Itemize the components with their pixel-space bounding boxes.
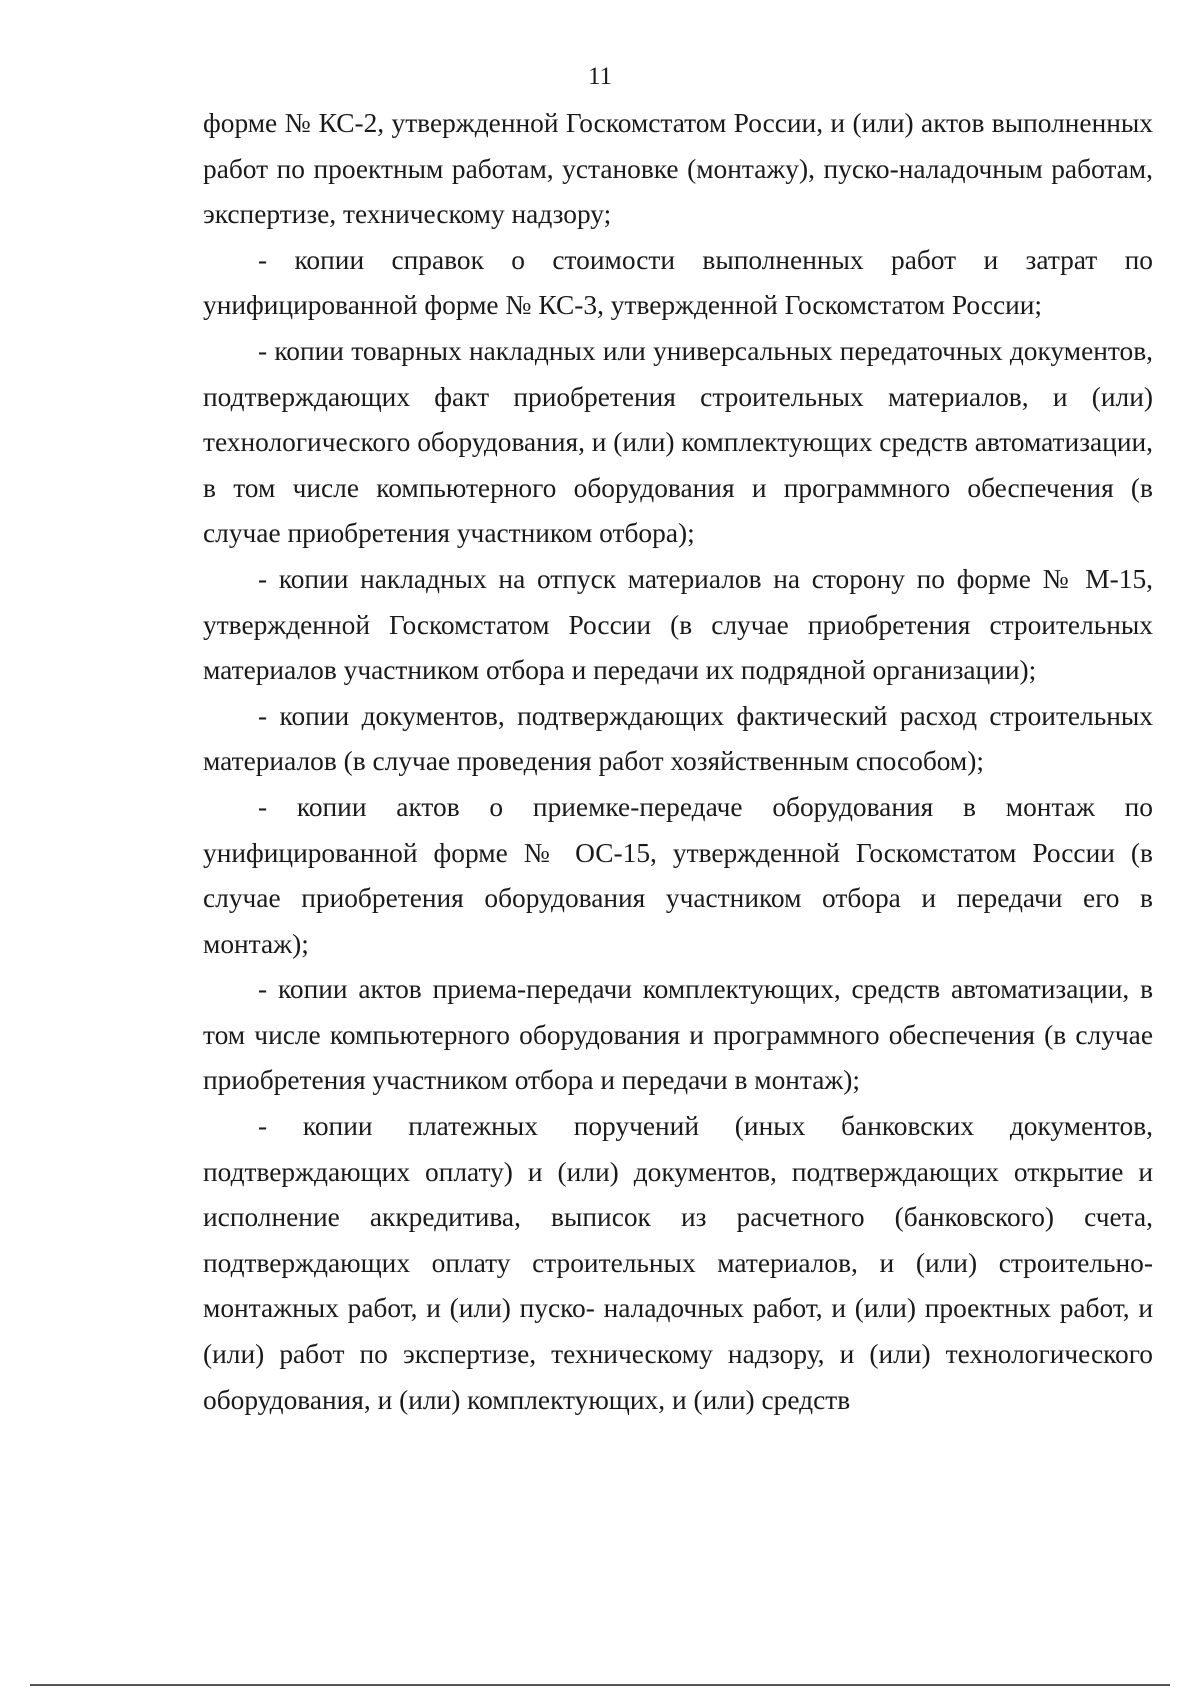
paragraph-transfer-acts: - копии актов приема-передачи комплектующих, средств автоматизации, в том числе компьютерного оборудования и программного обеспечения (в случае приобретения участником отбора и передачи в монтаж); <box>203 974 1153 1096</box>
paragraph-m15-waybills: - копии накладных на отпуск материалов на сторону по форме № М-15, утвержденной Госкомстатом России (в случае приобретения строительных материалов участником отбора и передачи их подрядной организации); <box>203 563 1153 686</box>
page-number: 11 <box>587 63 613 90</box>
bottom-divider <box>30 1684 1170 1686</box>
paragraph-waybills: - копии товарных накладных или универсальных передаточных документов, подтверждающих факт приобретения строительных материалов, и (или) технологического оборудования, и (или) комплектующих средств автоматизации, в том числе компьютерного оборудования и программного обеспечения (в случае приобретения участником отбора); <box>203 335 1153 549</box>
paragraph-continued: форме № КС-2, утвержденной Госкомстатом России, и (или) актов выполненных работ по проектным работам, установке (монтажу), пуско-наладочным работам, экспертизе, техническому надзору; <box>203 108 1153 230</box>
paragraph-payment-orders: - копии платежных поручений (иных банковских документов, подтверждающих оплату) и (или) документов, подтверждающих открытие и исполнение аккредитива, выписок из расчетного (банковского) счета, подтверждающих оплату строительных материалов, и (или) строительно-монтажных работ, и (или) пуско- наладочных работ, и (или) проектных работ, и (или) работ по экспертизе, техническому надзору, и (или) технологического оборудования, и (или) комплектующих, и (или) средств <box>203 1111 1153 1415</box>
paragraph-ks3-certificates: - копии справок о стоимости выполненных работ и затрат по унифицированной форме № КС-3, утвержденной Госкомстатом России; <box>203 244 1153 321</box>
paragraph-material-consumption: - копии документов, подтверждающих фактический расход строительных материалов (в случае проведения работ хозяйственным способом); <box>203 700 1153 777</box>
document-body <box>203 101 1153 1423</box>
paragraph-os15-acts: - копии актов о приемке-передаче оборудования в монтаж по унифицированной форме № ОС-15, утвержденной Госкомстатом России (в случае приобретения оборудования участником отбора и передачи его в монтаж); <box>203 791 1153 959</box>
